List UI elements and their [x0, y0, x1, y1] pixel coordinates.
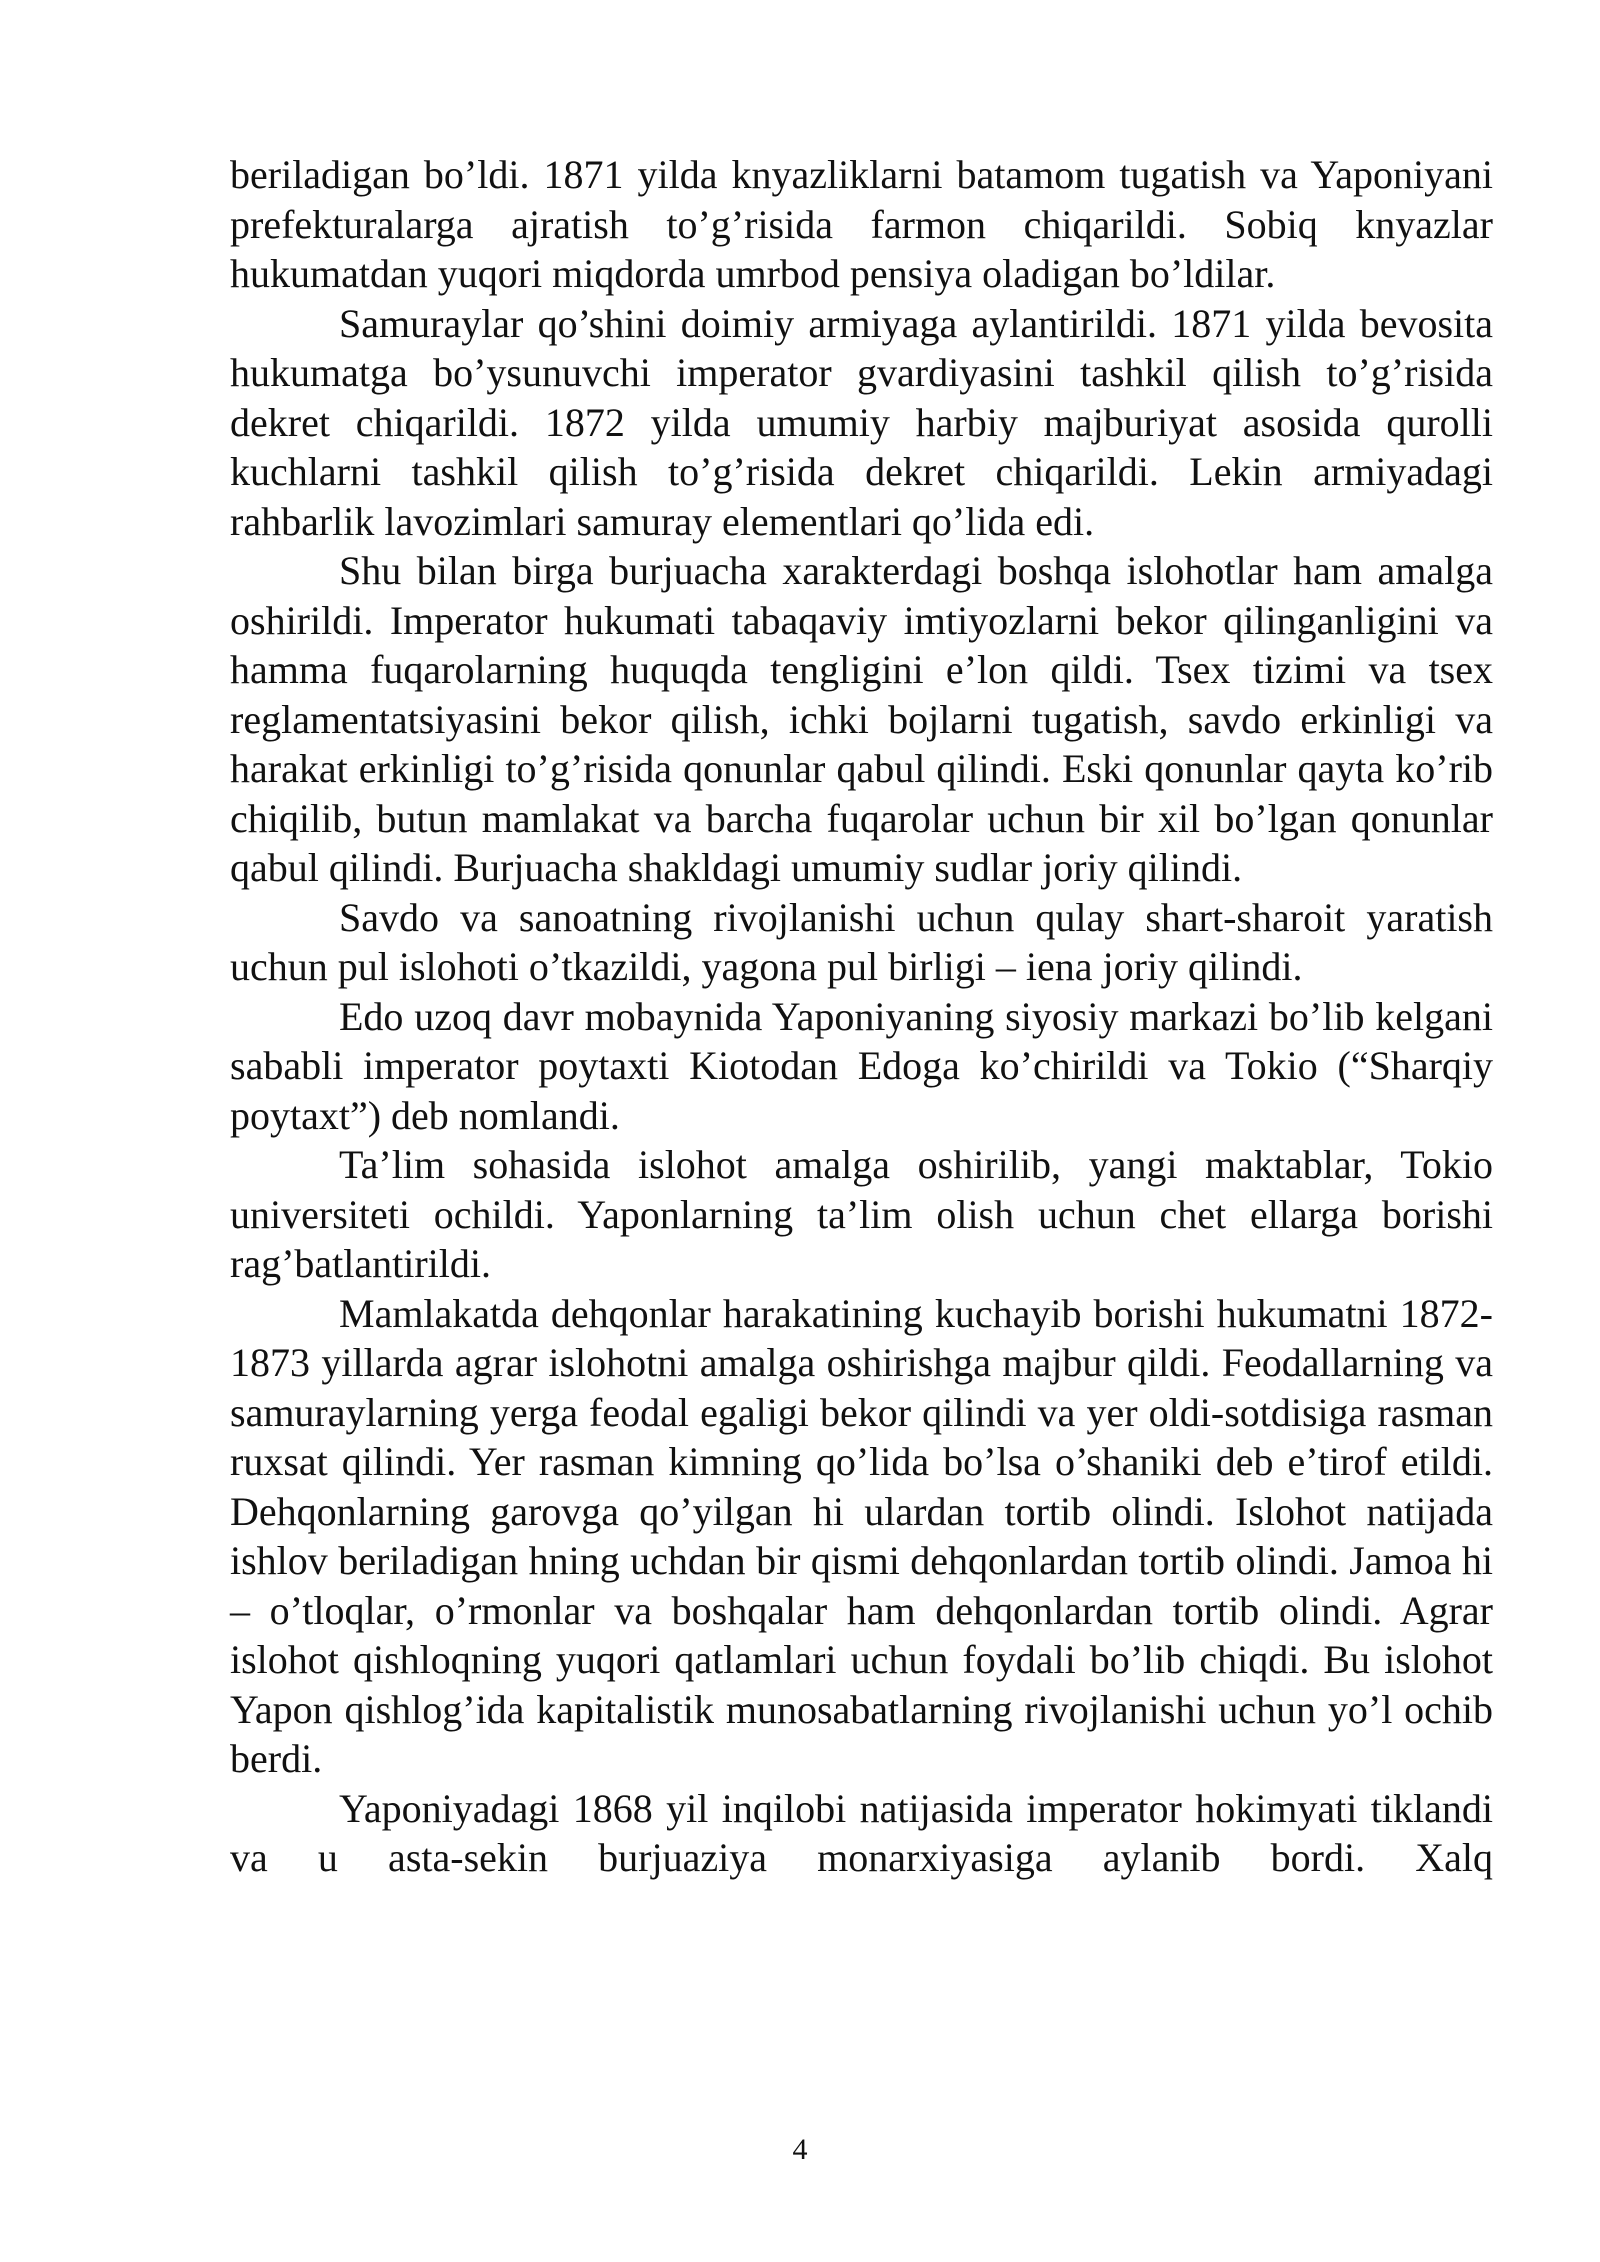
paragraph-capital-relocation: Edo uzoq davr mobaynida Yaponiyaning siyosiy markazi bo’lib kelgani sababli imperator poytaxti Kiotodan Edoga ko’chirildi va Tokio (“Sharqiy poytaxt”) deb nomlandi. — [230, 993, 1493, 1138]
paragraph-samurai-army: Samuraylar qo’shini doimiy armiyaga aylantirildi. 1871 yilda bevosita hukumatga bo’ysunuvchi imperator gvardiyasini tashkil qilish to’g’risida dekret chiqarildi. 1872 yilda umumiy harbiy majburiyat asosida qurolli kuchlarni tashkil qilish to’g’risida dekret chiqarildi. Lekin armiyadagi rahbarlik lavozimlari samuray elementlari qo’lida edi. — [230, 300, 1493, 544]
page-number: 4 — [792, 2133, 808, 2166]
paragraph-imperial-power: Yaponiyadagi 1868 yil inqilobi natijasida imperator hokimyati tiklandi va u asta-sekin burjuaziya monarxiyasiga aylanib bordi. Xalq — [230, 1785, 1493, 1880]
paragraph-education-reform: Ta’lim sohasida islohot amalga oshirilib, yangi maktablar, Tokio universiteti ochildi. Yaponlarning ta’lim olish uchun chet ellarga borishi rag’batlantirildi. — [230, 1142, 1493, 1286]
paragraph-prefecture-reform: beriladigan bo’ldi. 1871 yilda knyazliklarni batamom tugatish va Yaponiyani prefekturalarga ajratish to’g’risida farmon chiqarildi. Sobiq knyazlar hukumatdan yuqori miqdorda umrbod pensiya oladigan bo’ldilar. — [230, 152, 1493, 296]
paragraph-monetary-reform: Savdo va sanoatning rivojlanishi uchun qulay shart-sharoit yaratish uchun pul islohoti o’tkazildi, yagona pul birligi – iena joriy qilindi. — [230, 894, 1493, 989]
paragraph-agrarian-reform: Mamlakatda dehqonlar harakatining kuchayib borishi hukumatni 1872-1873 yillarda agrar islohotni amalga oshirishga majbur qildi. Feodallarning va samuraylarning yerga feodal egaligi bekor qilindi va yer oldi-sotdisiga rasman ruxsat qilindi. Yer rasman kimning qo’lida bo’lsa o’shaniki deb e’tirof etildi. Dehqonlarning garovga qo’yilgan hi ulardan tortib olindi. Islohot natijada ishlov beriladigan hning uchdan bir qismi dehqonlardan tortib olindi. Jamoa hi – o’tloqlar, o’rmonlar va boshqalar ham dehqonlardan tortib olindi. Agrar islohot qishloqning yuqori qatlamlari uchun foydali bo’lib chiqdi. Bu islohot Yapon qishlog’ida kapitalistik munosabatlarning rivojlanishi uchun yo’l ochib berdi. — [230, 1290, 1493, 1781]
page-body — [230, 150, 1493, 1883]
paragraph-bourgeois-reforms: Shu bilan birga burjuacha xarakterdagi boshqa islohotlar ham amalga oshirildi. Imperator hukumati tabaqaviy imtiyozlarni bekor qilinganligini va hamma fuqarolarning huquqda tengligini e’lon qildi. Tsex tizimi va tsex reglamentatsiyasini bekor qilish, ichki bojlarni tugatish, savdo erkinligi va harakat erkinligi to’g’risida qonunlar qabul qilindi. Eski qonunlar qayta ko’rib chiqilib, butun mamlakat va barcha fuqarolar uchun bir xil bo’lgan qonunlar qabul qilindi. Burjuacha shakldagi umumiy sudlar joriy qilindi. — [230, 548, 1493, 890]
